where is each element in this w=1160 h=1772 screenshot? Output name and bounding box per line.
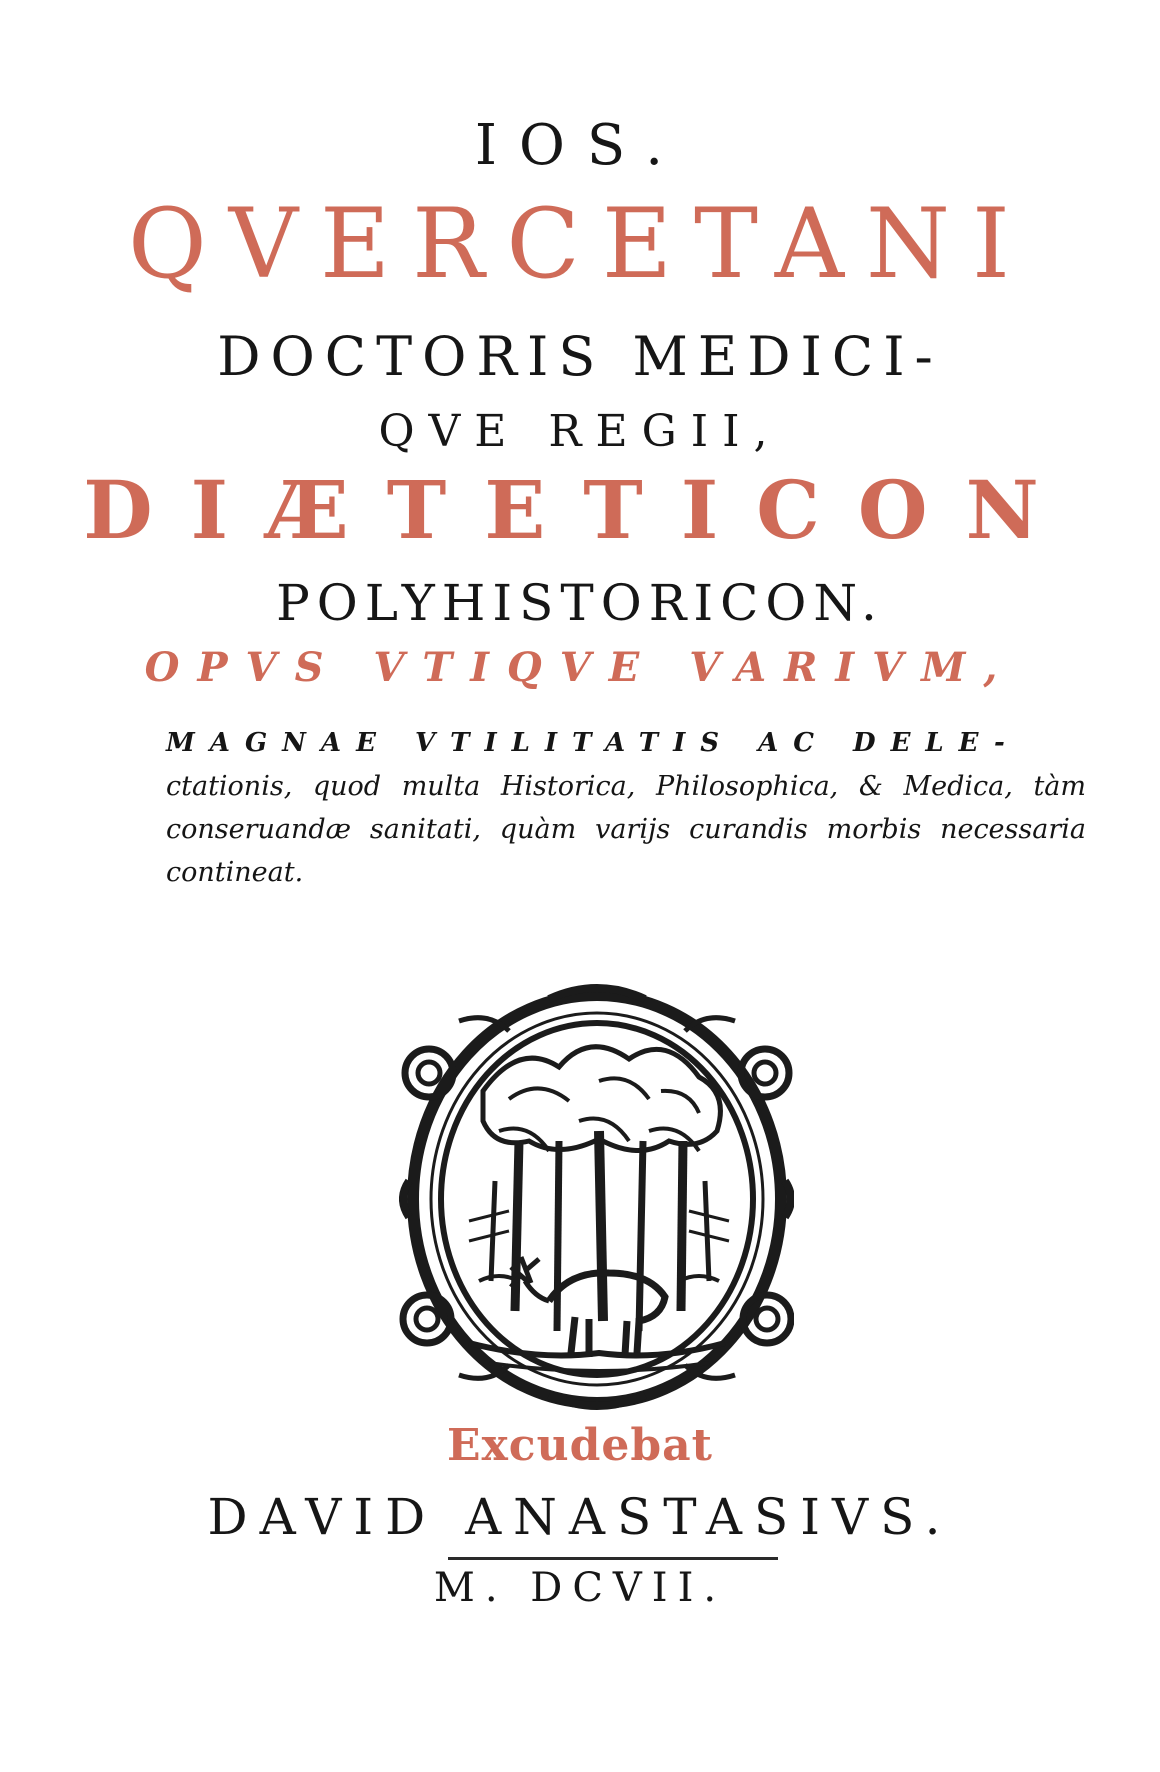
description-body: ctationis, quod multa Historica, Philosophica, & Medica, tàm conseruandæ sanitati, quàm varijs curandis morbis necessaria contineat. (166, 771, 1086, 888)
author-name: QVERCETANI (128, 188, 1032, 300)
description (166, 722, 1086, 894)
author-prefix: IOS. (474, 113, 686, 178)
printer-name: DAVID ANASTASIVS. (207, 1488, 953, 1546)
description-caps: MAGNAE VTILITATIS AC DELE- (166, 728, 1020, 758)
book-subtitle: POLYHISTORICON. (276, 574, 884, 632)
woodcut-forest-stag-medallion-icon (399, 981, 794, 1413)
credentials-line-1: DOCTORIS MEDICI- (217, 325, 943, 388)
divider-rule (448, 1557, 778, 1560)
book-title: DIÆTETICON (83, 463, 1077, 557)
credentials-line-2: QVE REGII, (378, 406, 782, 457)
imprint-year: M. DCVII. (433, 1565, 727, 1611)
tagline: OPVS VTIQVE VARIVM, (144, 644, 1016, 691)
printed-by: Excudebat (447, 1420, 713, 1471)
